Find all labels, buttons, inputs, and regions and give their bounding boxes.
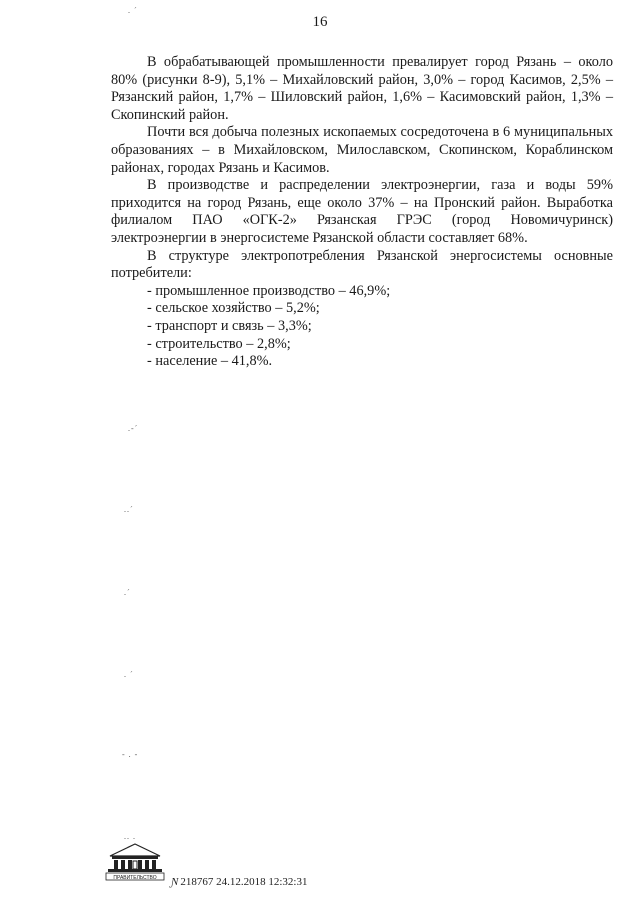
- document-body: [111, 54, 613, 371]
- registration-mark: Ɲ: [171, 876, 179, 888]
- list-item: - строительство – 2,8%;: [147, 335, 291, 352]
- scan-artifact: - . -: [122, 750, 139, 759]
- paragraph-manufacturing: В обрабатывающей промышленности превалирует город Рязань – около 80% (рисунки 8-9), 5,1% – Михайловский район, 3,0% – город Касимов, 2,5% – Рязанский район, 1,7% – Шиловский район, 1,6% – Касимовский район, 1,3% – Скопинский район.: [111, 54, 613, 123]
- scan-artifact: .-ˊ: [128, 424, 139, 433]
- paragraph-consumers-intro: В структуре электропотребления Рязанской энергосистемы основные потребители:: [111, 247, 613, 282]
- paragraph-energy: В производстве и распределении электроэнергии, газа и воды 59% приходится на город Рязань, еще около 37% – на Пронский район. Выработка филиалом ПАО «ОГК-2» Рязанская ГРЭС (город Новомичуринск) электроэнергии в энергосистеме Рязанской области составляет 68%.: [111, 177, 613, 246]
- list-item: - промышленное производство – 46,9%;: [147, 282, 391, 299]
- registration-text: 218767 24.12.2018 12:32:31: [180, 876, 308, 888]
- logo-caption: ПРАВИТЕЛЬСТВО: [113, 875, 157, 881]
- list-item: - население – 41,8%.: [147, 353, 273, 370]
- list-item: - транспорт и связь – 3,3%;: [147, 317, 312, 334]
- government-logo: [104, 842, 166, 882]
- paragraph-mining: Почти вся добыча полезных ископаемых сосредоточена в 6 муниципальных образованиях – в Михайловском, Милославском, Скопинском, Кораблинском районах, городах Рязань и Касимов.: [111, 124, 613, 176]
- scan-artifact: .. .: [124, 832, 136, 841]
- registration-stamp: [171, 876, 307, 888]
- scan-artifact: . ˊ: [124, 670, 134, 679]
- page-number: 16: [312, 14, 328, 30]
- building-emblem-icon: [104, 842, 166, 882]
- scan-artifact: ..ˊ: [124, 505, 134, 514]
- scan-artifact: .ˊ: [124, 588, 131, 597]
- list-item: - сельское хозяйство – 5,2%;: [147, 300, 320, 317]
- scan-artifact: . ˊ: [128, 6, 138, 15]
- consumers-list: [111, 283, 613, 371]
